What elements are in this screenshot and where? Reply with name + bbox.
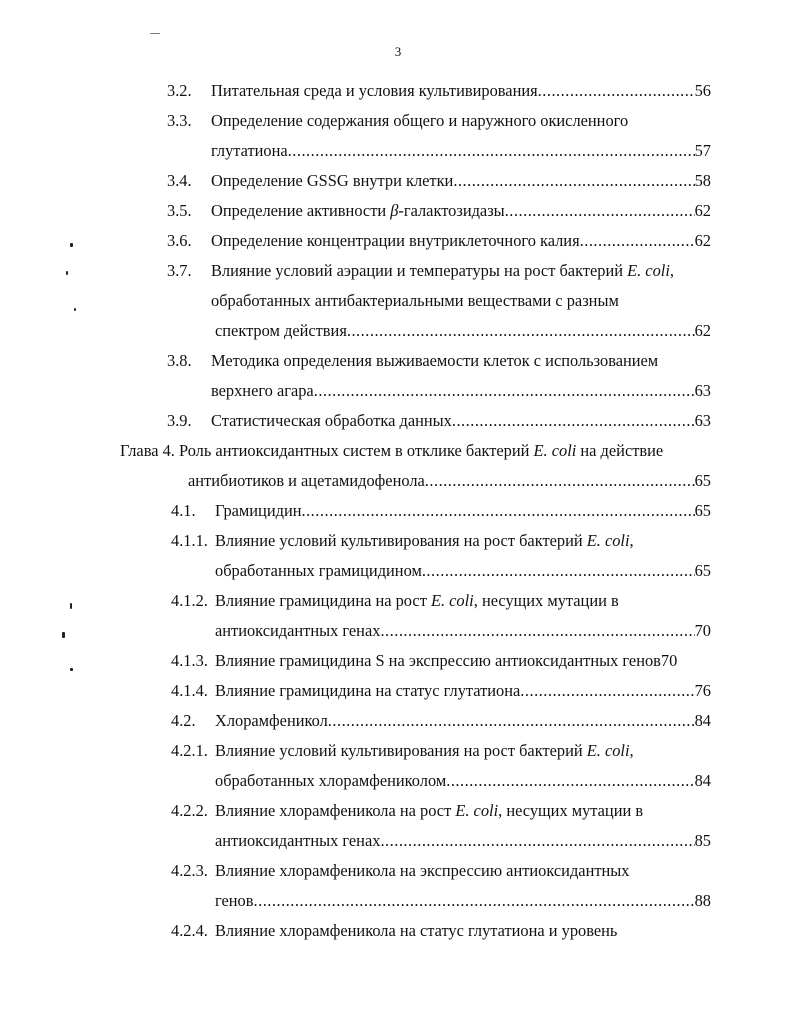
toc-entry [215, 831, 711, 851]
toc-entry [211, 231, 711, 251]
toc-entry-number: 4.1.4. [171, 681, 208, 700]
toc-entry-number: 4.1.2. [171, 591, 208, 610]
toc-entry [215, 321, 711, 341]
toc-entry-title: Влияние условий аэрации и температуры на рост бактерий E. coli, [211, 261, 674, 280]
page-number: 3 [394, 44, 402, 59]
toc-entry-title-cont: антиоксидантных генах [215, 831, 381, 850]
toc-entry-number: 4.1. [171, 501, 196, 520]
toc-entry-page: 85 [694, 831, 711, 850]
toc-entry [215, 891, 711, 911]
toc-entry [215, 651, 711, 671]
toc-entry-title: Хлорамфеникол [215, 711, 328, 730]
toc-entry-number: 4.2.1. [171, 741, 208, 760]
toc-entry-number: 3.8. [167, 351, 192, 370]
toc-entry-number: 3.5. [167, 201, 192, 220]
toc-entry-page: 76 [694, 681, 711, 700]
toc-entry [215, 561, 711, 581]
toc-entry-title: Грамицидин [215, 501, 302, 520]
toc-entry [215, 771, 711, 791]
toc-entry-number: 3.7. [167, 261, 192, 280]
toc-entry [215, 711, 711, 731]
toc-entry [215, 681, 711, 701]
toc-entry [211, 411, 711, 431]
toc-entry-title: Влияние хлорамфеникола на рост E. coli, несущих мутации в [215, 801, 644, 820]
toc-entry [215, 621, 711, 641]
toc-entry-number: 3.2. [167, 81, 192, 100]
toc-entry [211, 141, 711, 161]
toc-entry-title-cont: глутатиона [211, 141, 288, 160]
toc-entry-title: Статистическая обработка данных [211, 411, 452, 430]
toc-entry-number: 4.1.3. [171, 651, 208, 670]
toc-entry-number: 3.4. [167, 171, 192, 190]
toc-entry-page: 57 [694, 141, 711, 160]
toc-entry-number: 4.2.2. [171, 801, 208, 820]
toc-entry-title: Определение содержания общего и наружного окисленного [211, 111, 629, 130]
toc-entry-page: 56 [694, 81, 711, 100]
toc-entry-number: 4.2.3. [171, 861, 208, 880]
scan-speck [62, 632, 65, 638]
toc-entry [211, 201, 711, 221]
toc-entry [211, 81, 711, 101]
toc-entry [211, 171, 711, 191]
toc-entry-number: 3.9. [167, 411, 192, 430]
toc-entry-page: 70 [694, 621, 711, 640]
toc-entry-title: Влияние условий культивирования на рост бактерий E. coli, [215, 531, 634, 550]
scan-speck [70, 603, 72, 609]
scan-speck [150, 33, 160, 34]
toc-entry-page: 65 [694, 561, 711, 580]
chapter-title-cont: антибиотиков и ацетамидофенола [188, 471, 425, 490]
toc-entry [188, 471, 711, 491]
toc-entry-title-cont: генов [215, 891, 254, 910]
toc-entry-title: Питательная среда и условия культивирования [211, 81, 538, 100]
scan-speck [66, 271, 68, 275]
toc-entry-title-cont: спектром действия [215, 321, 347, 340]
toc-entry-title: Определение активности β-галактозидазы [211, 201, 505, 220]
toc-entry-title: Определение концентрации внутриклеточного калия [211, 231, 580, 250]
toc-entry [211, 381, 711, 401]
toc-entry-title: Влияние грамицидина на статус глутатиона [215, 681, 521, 700]
toc-entry-page: 65 [694, 471, 711, 490]
toc-entry-page: 62 [694, 231, 711, 250]
toc-entry-page: 63 [694, 381, 711, 400]
toc-entry-title: Влияние грамицидина на рост E. coli, несущих мутации в [215, 591, 619, 610]
toc-entry-page: 84 [694, 771, 711, 790]
toc-entry-page: 65 [694, 501, 711, 520]
toc-entry-number: 4.2.4. [171, 921, 208, 940]
toc-entry [215, 501, 711, 521]
toc-entry-title-cont: обработанных грамицидином [215, 561, 422, 580]
toc-entry-title: Влияние грамицидина S на экспрессию антиоксидантных генов [215, 651, 661, 670]
toc-entry-number: 3.6. [167, 231, 192, 250]
toc-entry-title-cont: верхнего агара [211, 381, 314, 400]
chapter-title: Глава 4. Роль антиоксидантных систем в отклике бактерий E. coli на действие [120, 441, 664, 460]
toc-entry-title: Влияние условий культивирования на рост бактерий E. coli, [215, 741, 634, 760]
toc-entry-number: 3.3. [167, 111, 192, 130]
toc-entry-number: 4.1.1. [171, 531, 208, 550]
toc-entry-page: 70 [660, 651, 678, 670]
toc-entry-number: 4.2. [171, 711, 196, 730]
toc-entry-page: 63 [694, 411, 711, 430]
scan-speck [70, 243, 73, 247]
toc-entry-page: 62 [694, 321, 711, 340]
toc-entry-title-cont: антиоксидантных генах [215, 621, 381, 640]
scan-speck [70, 668, 73, 671]
toc-entry-page: 58 [694, 171, 711, 190]
toc-entry-title-cont: обработанных антибактериальными веществами с разным [211, 291, 619, 310]
toc-entry-page: 88 [694, 891, 711, 910]
toc-entry-title: Методика определения выживаемости клеток с использованием [211, 351, 659, 370]
toc-entry-title-cont: обработанных хлорамфениколом [215, 771, 447, 790]
toc-entry-title: Влияние хлорамфеникола на статус глутатиона и уровень [215, 921, 618, 940]
toc-entry-page: 84 [694, 711, 711, 730]
toc-entry-title: Определение GSSG внутри клетки [211, 171, 454, 190]
toc-entry-title: Влияние хлорамфеникола на экспрессию антиоксидантных [215, 861, 630, 880]
toc-entry-page: 62 [694, 201, 711, 220]
scan-speck [74, 308, 76, 311]
